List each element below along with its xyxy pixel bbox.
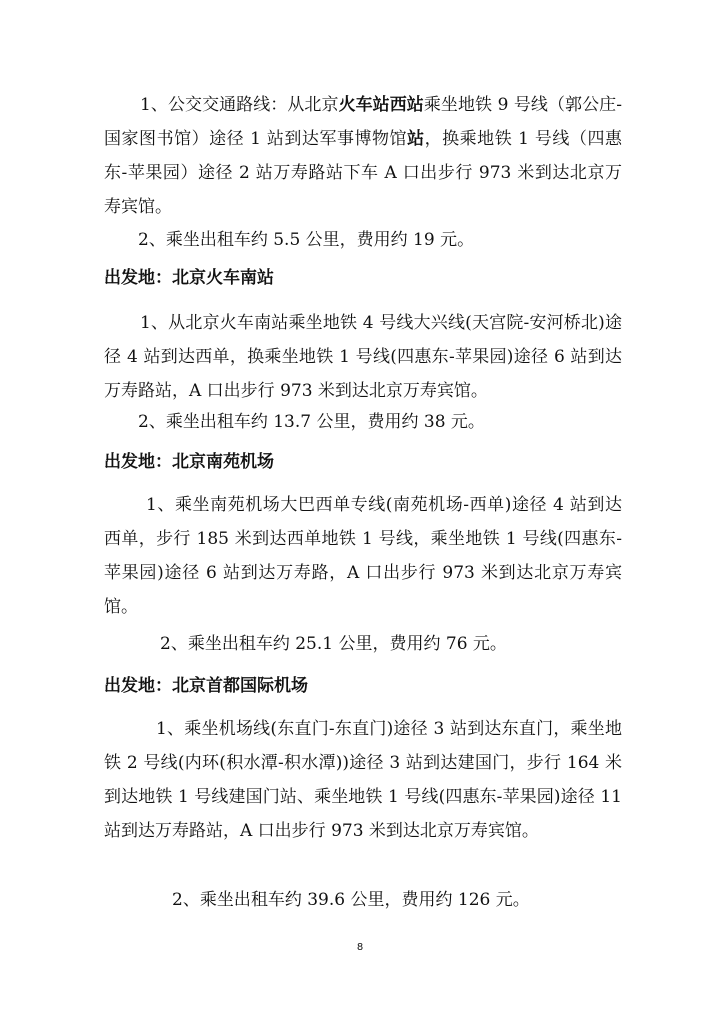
heading-capital-airport: 出发地：北京首都国际机场 [104, 676, 308, 696]
route-south-station-item-1: 1、从北京火车南站乘坐地铁 4 号线大兴线(天宫院-安河桥北)途径 4 站到达西单，换乘坐地铁 1 号线(四惠东-苹果园)途径 6 站到达万寿路站，A 口出步行 973 米到达北京万寿宾馆。 [104, 313, 622, 401]
item1-part-b: 乘坐地铁 9 号线（郭公庄-国家图书馆）途径 1 站到达军事博物馆 [104, 95, 622, 149]
item1-part-a: 1、公交交通路线：从北京 [140, 95, 339, 115]
page-number: 8 [356, 942, 364, 953]
item1-part-bold-station: 火车站西站 [338, 95, 424, 115]
route-nanyuan-item-1: 1、乘坐南苑机场大巴西单专线(南苑机场-西单)途径 4 站到达西单，步行 185 米到达西单地铁 1 号线，乘坐地铁 1 号线(四惠东-苹果园)途径 6 站到达万寿路，A 口出步行 973 米到达北京万寿宾馆。 [104, 495, 622, 617]
route-south-station-item-2: 2、乘坐出租车约 13.7 公里，费用约 38 元。 [138, 412, 485, 432]
item1-part-bold-zhan: 站 [407, 129, 425, 149]
route-capital-airport-item-2: 2、乘坐出租车约 39.6 公里，费用约 126 元。 [172, 890, 530, 910]
route-train-west-item-1 [104, 88, 622, 224]
item1-part-c: ，换乘地铁 1 号线（四惠东-苹果园）途径 2 站万寿路站下车 A 口出步行 973 米到达北京万寿宾馆。 [104, 129, 623, 217]
heading-nanyuan-airport: 出发地：北京南苑机场 [104, 452, 274, 472]
route-capital-airport-item-1: 1、乘坐机场线(东直门-东直门)途径 3 站到达东直门，乘坐地铁 2 号线(内环(积水潭-积水潭))途径 3 站到达建国门，步行 164 米到达地铁 1 号线建国门站、乘坐地铁 1 号线(四惠东-苹果园)途径 11 站到达万寿路站，A 口出步行 973 米到达北京万寿宾馆。 [104, 719, 622, 841]
route-train-west-item-2: 2、乘坐出租车约 5.5 公里，费用约 19 元。 [138, 230, 475, 250]
route-nanyuan-item-2: 2、乘坐出租车约 25.1 公里，费用约 76 元。 [160, 634, 507, 654]
heading-beijing-south-station: 出发地：北京火车南站 [104, 268, 274, 288]
